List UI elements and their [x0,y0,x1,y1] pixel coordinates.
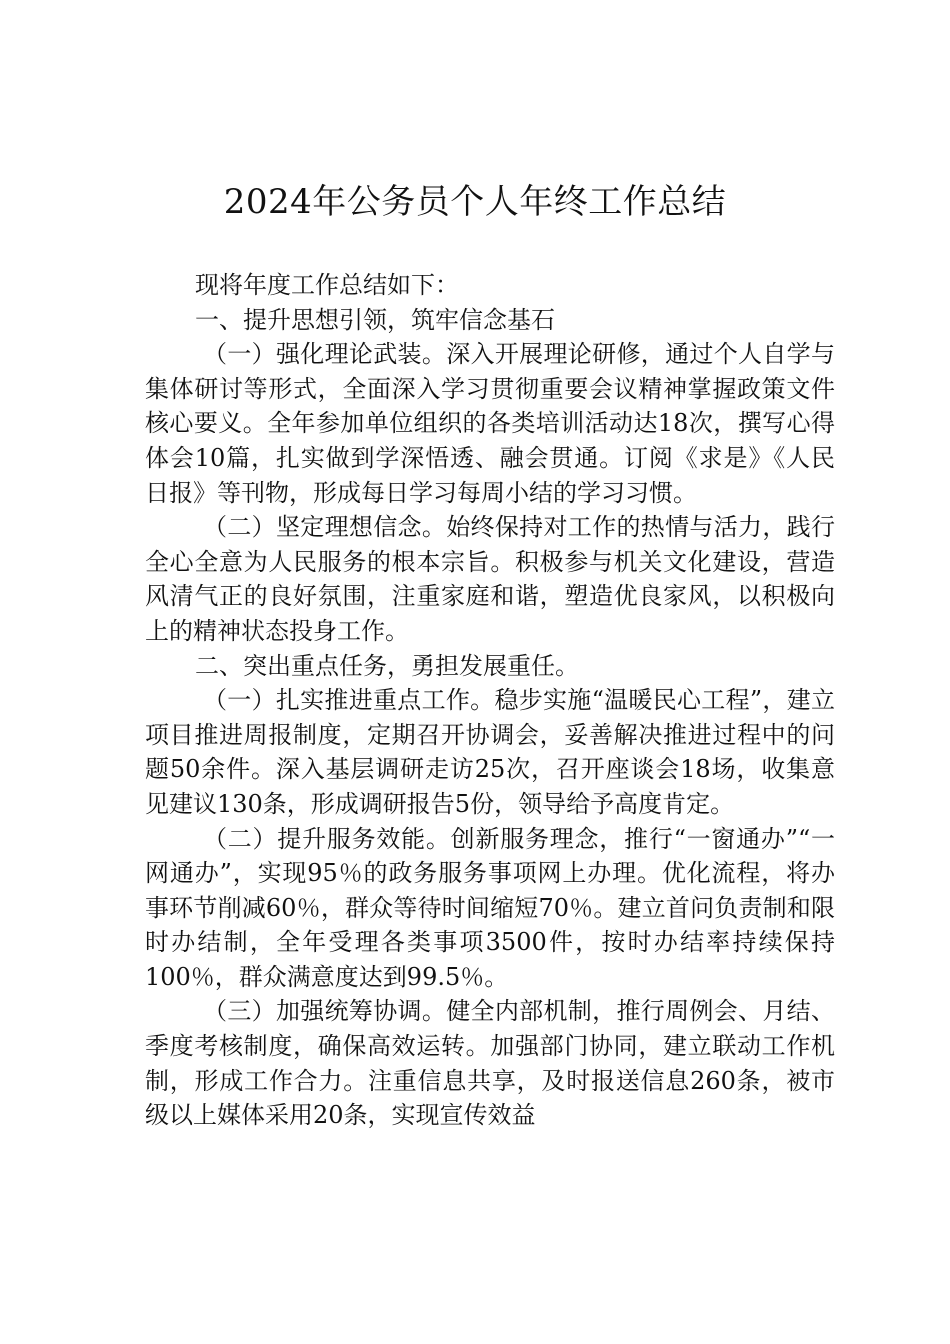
section-heading-1: 一、提升思想引领，筑牢信念基石 [195,305,555,334]
document-title: 2024年公务员个人年终工作总结 [223,182,727,222]
intro-paragraph: 现将年度工作总结如下： [195,271,459,299]
paragraph-2-2: （二）提升服务效能。创新服务理念，推行“一窗通办”“一网通办”，实现95％的政务服务事项网上办理。优化流程，将办事环节削减60％，群众等待时间缩短70％。建立首问负责制和限时办结制，全年受理各类事项3500件，按时办结率持续保持100％，群众满意度达到99.5％。 [145,824,835,991]
paragraph-1-2: （二）坚定理想信念。始终保持对工作的热情与活力，践行全心全意为人民服务的根本宗旨。积极参与机关文化建设，营造风清气正的良好氛围，注重家庭和谐，塑造优良家风，以积极向上的精神状态投身工作。 [145,513,835,645]
paragraph-1-1: （一）强化理论武装。深入开展理论研修，通过个人自学与集体研讨等形式，全面深入学习贯彻重要会议精神掌握政策文件核心要义。全年参加单位组织的各类培训活动达18次，撰写心得体会10篇，扎实做到学深悟透、融会贯通。订阅《求是》《人民日报》等刊物，形成每日学习每周小结的学习习惯。 [145,340,835,507]
document-body [145,268,835,1133]
paragraph-2-1: （一）扎实推进重点工作。稳步实施“温暖民心工程”，建立项目推进周报制度，定期召开协调会，妥善解决推进过程中的问题50余件。深入基层调研走访25次，召开座谈会18场，收集意见建议130条，形成调研报告5份，领导给予高度肯定。 [145,686,835,818]
section-heading-2: 二、突出重点任务，勇担发展重任。 [195,651,579,680]
paragraph-2-3: （三）加强统筹协调。健全内部机制，推行周例会、月结、季度考核制度，确保高效运转。加强部门协同，建立联动工作机制，形成工作合力。注重信息共享，及时报送信息260条，被市级以上媒体采用20条，实现宣传效益 [145,997,835,1130]
